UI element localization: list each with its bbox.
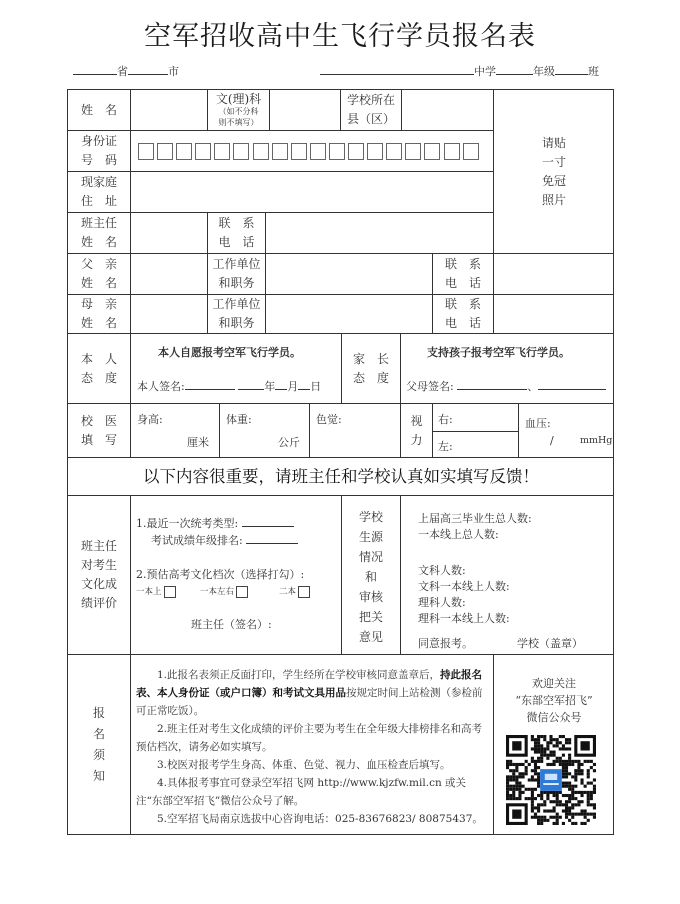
phone-label-text: 电 话 xyxy=(218,235,255,249)
address-label-text: 现家庭 xyxy=(80,175,117,189)
work-label-text: 工作单位 xyxy=(212,297,261,311)
month-label: 月 xyxy=(287,380,299,393)
work-label-text: 和职务 xyxy=(218,276,255,290)
mother-work-field[interactable] xyxy=(266,295,432,333)
self-statement: 本人自愿报考空军飞行学员。 xyxy=(158,346,301,359)
year-field[interactable] xyxy=(238,379,264,390)
phone-label-text: 联 系 xyxy=(444,297,481,311)
photo-text: 一寸 xyxy=(541,154,566,169)
exam-type-label: 1.最近一次统考类型: xyxy=(136,517,239,530)
right-eye-label: 右: xyxy=(438,413,453,426)
father-work-field[interactable] xyxy=(266,254,432,294)
day-label: 日 xyxy=(310,380,322,393)
blood-pressure-label: 血压: xyxy=(525,417,551,430)
county-label-text: 县（区） xyxy=(347,112,396,126)
self-sign-label: 本人签名: xyxy=(137,380,185,393)
id-digit-box[interactable] xyxy=(367,143,383,160)
mother-label-text: 母 亲 xyxy=(80,297,117,311)
work-label-text: 工作单位 xyxy=(212,257,261,271)
parent-signature-line xyxy=(406,378,606,394)
follow-text: 微信公众号 xyxy=(526,710,582,724)
option-label: 一本左右 xyxy=(200,587,235,597)
school-opinion-label-text: 和 xyxy=(364,570,377,584)
school-opinion-label-text: 意见 xyxy=(358,630,383,644)
subject-label-text: 文(理)科 xyxy=(215,92,262,106)
estimate-option-1[interactable] xyxy=(136,585,176,598)
id-digit-box[interactable] xyxy=(463,143,479,160)
attitude-label-text: 态 度 xyxy=(80,370,117,385)
subject-label xyxy=(208,90,269,130)
notice-item-1 xyxy=(136,666,488,720)
evaluation-label-text: 绩评价 xyxy=(80,596,117,610)
exam-type-field[interactable] xyxy=(242,516,294,527)
father-name-field[interactable] xyxy=(131,254,207,294)
id-label xyxy=(68,131,130,171)
father-phone-field[interactable] xyxy=(494,254,614,294)
id-digit-box[interactable] xyxy=(214,143,230,160)
teacher-name-field[interactable] xyxy=(131,213,207,253)
id-digit-box[interactable] xyxy=(405,143,421,160)
id-label-text: 号 码 xyxy=(80,153,117,167)
school-stat-line: 文科一本线上人数: xyxy=(418,580,510,593)
notice-text-part: 按规定时间上站检测（参检前可正常吃饭）。 xyxy=(136,687,483,717)
id-digit-box[interactable] xyxy=(138,143,154,160)
exam-type-line xyxy=(136,515,294,531)
subject-note: 则不填写） xyxy=(218,118,259,127)
photo-text: 照片 xyxy=(541,192,566,207)
medical-label-text: 校 医 xyxy=(80,413,117,428)
qr-code-icon[interactable] xyxy=(506,735,596,825)
school-stat-line: 理科人数: xyxy=(418,596,466,609)
grade-suffix: 年级 xyxy=(533,65,555,78)
self-signature-line xyxy=(137,378,321,394)
school-stat-line: 文科人数: xyxy=(418,564,466,577)
school-stats xyxy=(418,511,532,627)
height-field[interactable] xyxy=(131,404,219,457)
notice-label xyxy=(68,655,130,835)
notice-text-part: 1.此报名表须正反面打印，学生经所在学校审核同意盖章后， xyxy=(157,669,441,681)
exam-rank-label: 考试成绩年级排名: xyxy=(151,534,243,547)
option-label: 二本 xyxy=(279,587,297,597)
notice-item-3: 3.校医对报考学生身高、体重、色觉、视力、血压检查后填写。 xyxy=(157,759,451,771)
school-suffix: 中学 xyxy=(474,65,496,78)
school-opinion-label-text: 学校 xyxy=(358,510,383,524)
weight-label: 体重: xyxy=(226,413,252,426)
id-digit-box[interactable] xyxy=(195,143,211,160)
follow-text: 欢迎关注 xyxy=(532,676,576,690)
id-number-boxes[interactable] xyxy=(138,131,490,171)
self-attitude-label xyxy=(68,334,130,403)
header-school xyxy=(320,63,599,79)
notice-label-text: 知 xyxy=(92,769,105,783)
grade-field[interactable] xyxy=(496,64,533,75)
weight-field[interactable] xyxy=(220,404,309,457)
id-digit-box[interactable] xyxy=(291,143,307,160)
province-field[interactable] xyxy=(73,64,117,75)
year-label: 年 xyxy=(264,380,276,393)
vision-label-text: 力 xyxy=(410,432,423,447)
school-stamp-label: 学校（盖章） xyxy=(517,637,583,650)
mother-name-field[interactable] xyxy=(131,295,207,333)
id-digit-box[interactable] xyxy=(310,143,326,160)
notice-label-text: 报 xyxy=(92,706,105,720)
address-label-text: 住 址 xyxy=(80,194,117,208)
father-work-label xyxy=(208,254,265,294)
color-vision-field[interactable] xyxy=(310,404,400,457)
phone-label-text: 电 话 xyxy=(444,276,481,290)
vision-label xyxy=(401,404,432,457)
option-label: 一本上 xyxy=(136,587,162,597)
notice-label-text: 名 xyxy=(92,727,105,741)
notice-label-text: 须 xyxy=(92,748,105,762)
id-digit-box[interactable] xyxy=(253,143,269,160)
father-label xyxy=(68,254,130,294)
father-phone-label xyxy=(433,254,493,294)
county-field[interactable] xyxy=(402,90,493,130)
photo-text: 请贴 xyxy=(541,135,566,150)
left-eye-field[interactable] xyxy=(433,432,518,457)
estimate-option-2[interactable] xyxy=(200,585,248,598)
teacher-label xyxy=(68,213,130,253)
mother-label-text: 姓 名 xyxy=(80,316,117,330)
province-suffix: 省 xyxy=(117,65,128,78)
weight-unit: 公斤 xyxy=(278,436,300,449)
medical-label-text: 填 写 xyxy=(80,432,117,447)
form-title: 空军招收高中生飞行学员报名表 xyxy=(144,21,536,52)
teacher-phone-label xyxy=(208,213,265,253)
id-digit-box[interactable] xyxy=(272,143,288,160)
parent-statement: 支持孩子报考空军飞行学员。 xyxy=(427,346,570,359)
id-digit-box[interactable] xyxy=(444,143,460,160)
blood-pressure-unit: mmHg xyxy=(580,435,613,446)
parent-sign-field-2[interactable] xyxy=(538,379,606,390)
right-eye-field[interactable] xyxy=(433,404,518,431)
id-digit-box[interactable] xyxy=(329,143,345,160)
teacher-label-text: 姓 名 xyxy=(80,235,117,249)
id-digit-box[interactable] xyxy=(386,143,402,160)
class-suffix: 班 xyxy=(588,65,599,78)
attitude-label-text: 本 人 xyxy=(80,351,117,366)
school-opinion-label-text: 情况 xyxy=(358,550,383,564)
teacher-label-text: 班主任 xyxy=(80,216,117,230)
school-stat-line: 理科一本线上人数: xyxy=(418,612,510,625)
estimate-option-3[interactable] xyxy=(279,585,310,598)
attitude-label-text: 家 长 xyxy=(352,351,389,366)
parent-sign-field-1[interactable] xyxy=(457,379,527,390)
school-opinion-label-text: 生源 xyxy=(358,530,383,544)
separator: 、 xyxy=(527,380,539,393)
self-sign-field[interactable] xyxy=(185,379,235,390)
name-field[interactable] xyxy=(131,90,207,130)
school-stat-line: 一本线上总人数: xyxy=(418,528,499,541)
col-divider xyxy=(400,495,401,654)
subject-field[interactable] xyxy=(270,90,340,130)
evaluation-label-text: 对考生 xyxy=(80,558,117,572)
agree-text: 同意报考。 xyxy=(418,637,473,650)
wechat-follow-text xyxy=(494,670,614,730)
school-field[interactable] xyxy=(320,64,474,75)
county-label-text: 学校所在 xyxy=(347,93,396,107)
subject-note: （如不分科 xyxy=(218,107,259,116)
mother-work-label xyxy=(208,295,265,333)
mother-label xyxy=(68,295,130,333)
phone-label-text: 联 系 xyxy=(444,257,481,271)
option-checkbox[interactable] xyxy=(164,586,176,598)
blood-pressure-separator: / xyxy=(550,434,554,447)
school-opinion-label-text: 审核 xyxy=(358,590,383,604)
color-vision-label: 色觉: xyxy=(316,413,342,426)
address-field[interactable] xyxy=(131,172,493,212)
medical-label xyxy=(68,404,130,457)
father-label-text: 父 亲 xyxy=(80,257,117,271)
father-label-text: 姓 名 xyxy=(80,276,117,290)
height-unit: 厘米 xyxy=(187,436,209,449)
teacher-phone-field[interactable] xyxy=(266,213,493,253)
photo-area[interactable] xyxy=(494,90,614,253)
notice-text xyxy=(136,666,488,828)
id-digit-box[interactable] xyxy=(424,143,440,160)
school-opinion-label-text: 把关 xyxy=(358,610,383,624)
school-stat-line: 上届高三毕业生总人数: xyxy=(418,512,532,525)
attitude-label-text: 态 度 xyxy=(352,370,389,385)
blood-pressure-field[interactable] xyxy=(519,404,614,457)
name-label: 姓 名 xyxy=(80,102,117,117)
col-divider xyxy=(130,495,131,835)
teacher-signature-label: 班主任（签名）: xyxy=(191,618,272,631)
vision-label-text: 视 xyxy=(410,413,423,428)
mother-phone-label xyxy=(433,295,493,333)
notice-item-4: 4.具体报考事宜可登录空军招飞网 http://www.kjzfw.mil.cn 或关注“东部空军招飞”微信公众号了解。 xyxy=(136,777,467,807)
id-digit-box[interactable] xyxy=(157,143,173,160)
mother-phone-field[interactable] xyxy=(494,295,614,333)
photo-text: 免冠 xyxy=(541,173,566,188)
col-divider xyxy=(400,333,401,403)
notice-text-bold: 持此报名表、本人身份证（或户口簿）和考试文具用品 xyxy=(136,669,483,699)
id-digit-box[interactable] xyxy=(176,143,192,160)
county-label xyxy=(341,90,401,130)
height-label: 身高: xyxy=(137,413,163,426)
estimate-level-label: 2.预估高考文化档次（选择打勾）: xyxy=(136,568,305,581)
exam-rank-field[interactable] xyxy=(246,533,298,544)
address-label xyxy=(68,172,130,212)
important-banner: 以下内容很重要，请班主任和学校认真如实填写反馈！ xyxy=(143,467,539,486)
id-label-text: 身份证 xyxy=(80,134,117,148)
option-checkbox[interactable] xyxy=(298,586,310,598)
day-field[interactable] xyxy=(298,379,310,390)
evaluation-label-text: 班主任 xyxy=(80,539,117,553)
evaluation-label xyxy=(68,496,130,654)
parent-sign-label: 父母签名: xyxy=(406,380,454,393)
header-location xyxy=(73,63,179,79)
evaluation-label-text: 文化成 xyxy=(80,577,117,591)
city-suffix: 市 xyxy=(168,65,179,78)
row-divider xyxy=(67,654,614,655)
notice-item-5: 5.空军招飞局南京选拔中心咨询电话：025-83676823/ 80875437。 xyxy=(157,813,483,825)
notice-item-2: 2.班主任对考生文化成绩的评价主要为考生在全年级大排榜排名和高考预估档次，请务必如实填写。 xyxy=(136,723,483,753)
id-digit-box[interactable] xyxy=(233,143,249,160)
phone-label-text: 电 话 xyxy=(444,316,481,330)
parent-attitude-label xyxy=(342,334,400,403)
work-label-text: 和职务 xyxy=(218,316,255,330)
follow-text: “东部空军招飞” xyxy=(515,693,593,707)
month-field[interactable] xyxy=(275,379,287,390)
class-field[interactable] xyxy=(555,64,588,75)
left-eye-label: 左: xyxy=(438,440,453,453)
option-checkbox[interactable] xyxy=(236,586,248,598)
phone-label-text: 联 系 xyxy=(218,216,255,230)
school-opinion-label xyxy=(342,496,400,654)
id-digit-box[interactable] xyxy=(348,143,364,160)
city-field[interactable] xyxy=(128,64,168,75)
exam-rank-line xyxy=(151,532,298,548)
